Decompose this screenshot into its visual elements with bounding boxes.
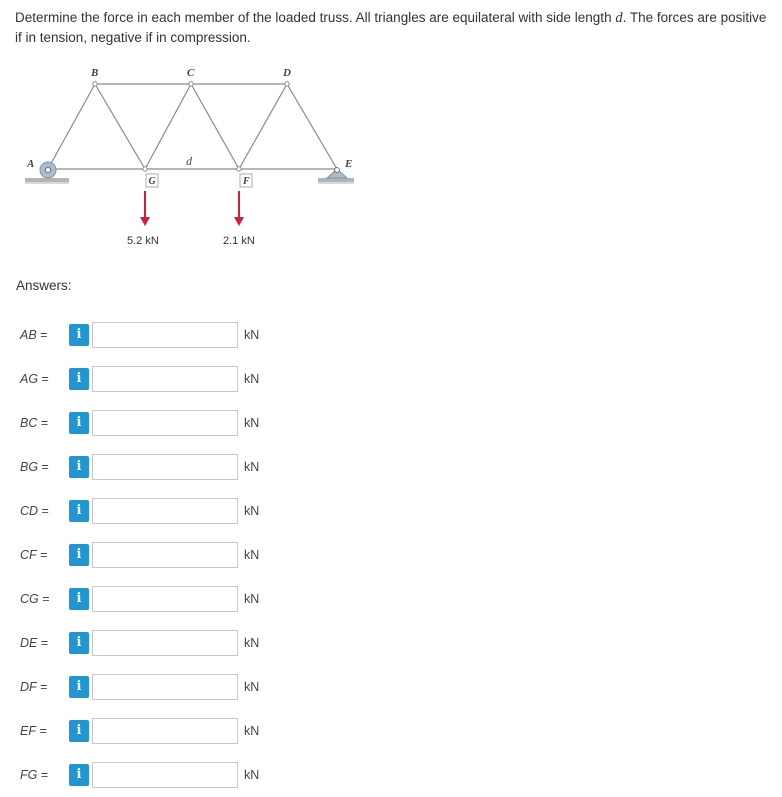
roller-pin-a [45, 167, 50, 172]
load-arrow-f-head [234, 217, 244, 226]
unit-label: kN [244, 328, 260, 342]
answer-row-cd [0, 496, 782, 526]
answer-row-ag [0, 364, 782, 394]
problem-text-part-1: Determine the force in each member of the loaded truss. All triangles are equilateral with side length [15, 10, 616, 25]
unit-label: kN [244, 416, 260, 430]
unit-label: kN [244, 460, 260, 474]
pin-e [335, 168, 340, 173]
unit-label: kN [244, 548, 260, 562]
member-name: DF [20, 680, 37, 694]
node-label-c: C [187, 67, 195, 79]
member-name: AG [20, 372, 39, 386]
info-icon[interactable]: i [69, 544, 89, 566]
member-name: FG [20, 768, 38, 782]
member-name: CG [20, 592, 39, 606]
member-name: AB [20, 328, 37, 342]
member-cf [191, 84, 239, 169]
joint-g [143, 167, 147, 171]
equals-sign: = [36, 680, 48, 694]
member-df [239, 84, 287, 169]
member-label [20, 548, 47, 562]
node-label-e: E [345, 158, 353, 170]
member-name: BG [20, 460, 39, 474]
truss-diagram [15, 52, 765, 264]
answers-heading: Answers: [16, 278, 72, 293]
joint-c [189, 82, 193, 86]
member-name: BC [20, 416, 38, 430]
joint-b [93, 82, 97, 86]
answer-input-ab[interactable] [92, 322, 238, 348]
unit-label: kN [244, 504, 260, 518]
equals-sign: = [36, 328, 48, 342]
ground-e [318, 178, 354, 182]
member-label [20, 328, 47, 342]
answer-input-bg[interactable] [92, 454, 238, 480]
equals-sign: = [38, 504, 49, 518]
member-name: DE [20, 636, 38, 650]
info-icon[interactable]: i [69, 456, 89, 478]
answer-row-ab [0, 320, 782, 350]
info-icon[interactable]: i [69, 412, 89, 434]
member-label [20, 636, 48, 650]
node-label-d: D [283, 67, 291, 79]
equals-sign: = [37, 636, 49, 650]
answer-row-bc [0, 408, 782, 438]
member-de [287, 84, 337, 169]
info-icon[interactable]: i [69, 588, 89, 610]
answer-input-cf[interactable] [92, 542, 238, 568]
answer-input-bc[interactable] [92, 410, 238, 436]
problem-statement [15, 8, 770, 48]
answer-input-ef[interactable] [92, 718, 238, 744]
member-label [20, 592, 50, 606]
info-icon[interactable]: i [69, 500, 89, 522]
member-label [20, 724, 47, 738]
answer-input-ag[interactable] [92, 366, 238, 392]
problem-text-part-2: . The forces are positive if in tension, negative if in compression. [15, 10, 767, 45]
node-label-a: A [27, 158, 35, 170]
info-icon[interactable]: i [69, 676, 89, 698]
answer-row-ef [0, 716, 782, 746]
unit-label: kN [244, 592, 260, 606]
equals-sign: = [38, 372, 49, 386]
answer-input-fg[interactable] [92, 762, 238, 788]
answer-row-df [0, 672, 782, 702]
equals-sign: = [37, 768, 49, 782]
info-icon[interactable]: i [69, 324, 89, 346]
equals-sign: = [38, 592, 50, 606]
answer-input-cd[interactable] [92, 498, 238, 524]
unit-label: kN [244, 768, 260, 782]
equals-sign: = [37, 416, 49, 430]
answer-input-cg[interactable] [92, 586, 238, 612]
member-label [20, 768, 48, 782]
ground-e-shadow [318, 182, 354, 184]
node-label-g: G [148, 176, 156, 187]
node-label-b: B [91, 67, 99, 79]
load-label-g: 5.2 kN [127, 235, 159, 247]
ground-a-shadow [25, 182, 69, 184]
unit-label: kN [244, 372, 260, 386]
member-name: CF [20, 548, 37, 562]
answer-input-de[interactable] [92, 630, 238, 656]
member-label [20, 372, 49, 386]
truss-figure [15, 52, 765, 264]
answer-input-df[interactable] [92, 674, 238, 700]
equals-sign: = [35, 724, 47, 738]
answer-row-fg [0, 760, 782, 790]
ground-a [25, 178, 69, 182]
joint-d [285, 82, 289, 86]
node-label-f: F [243, 176, 250, 187]
equals-sign: = [38, 460, 49, 474]
member-label [20, 504, 49, 518]
member-label [20, 460, 49, 474]
answer-row-bg [0, 452, 782, 482]
member-bg [95, 84, 145, 169]
equals-sign: = [36, 548, 48, 562]
unit-label: kN [244, 680, 260, 694]
member-cg [145, 84, 191, 169]
answer-row-cg [0, 584, 782, 614]
load-arrow-g-head [140, 217, 150, 226]
member-name: CD [20, 504, 39, 518]
problem-variable-d: d [615, 10, 623, 26]
info-icon[interactable]: i [69, 368, 89, 390]
joint-f [237, 167, 241, 171]
side-length-label: d [186, 154, 192, 168]
answer-row-de [0, 628, 782, 658]
info-icon[interactable]: i [69, 720, 89, 742]
member-label [20, 680, 47, 694]
answer-row-cf [0, 540, 782, 570]
member-name: EF [20, 724, 36, 738]
unit-label: kN [244, 724, 260, 738]
info-icon[interactable]: i [69, 632, 89, 654]
load-label-f: 2.1 kN [223, 235, 255, 247]
member-label [20, 416, 48, 430]
member-ab [48, 84, 95, 169]
unit-label: kN [244, 636, 260, 650]
info-icon[interactable]: i [69, 764, 89, 786]
